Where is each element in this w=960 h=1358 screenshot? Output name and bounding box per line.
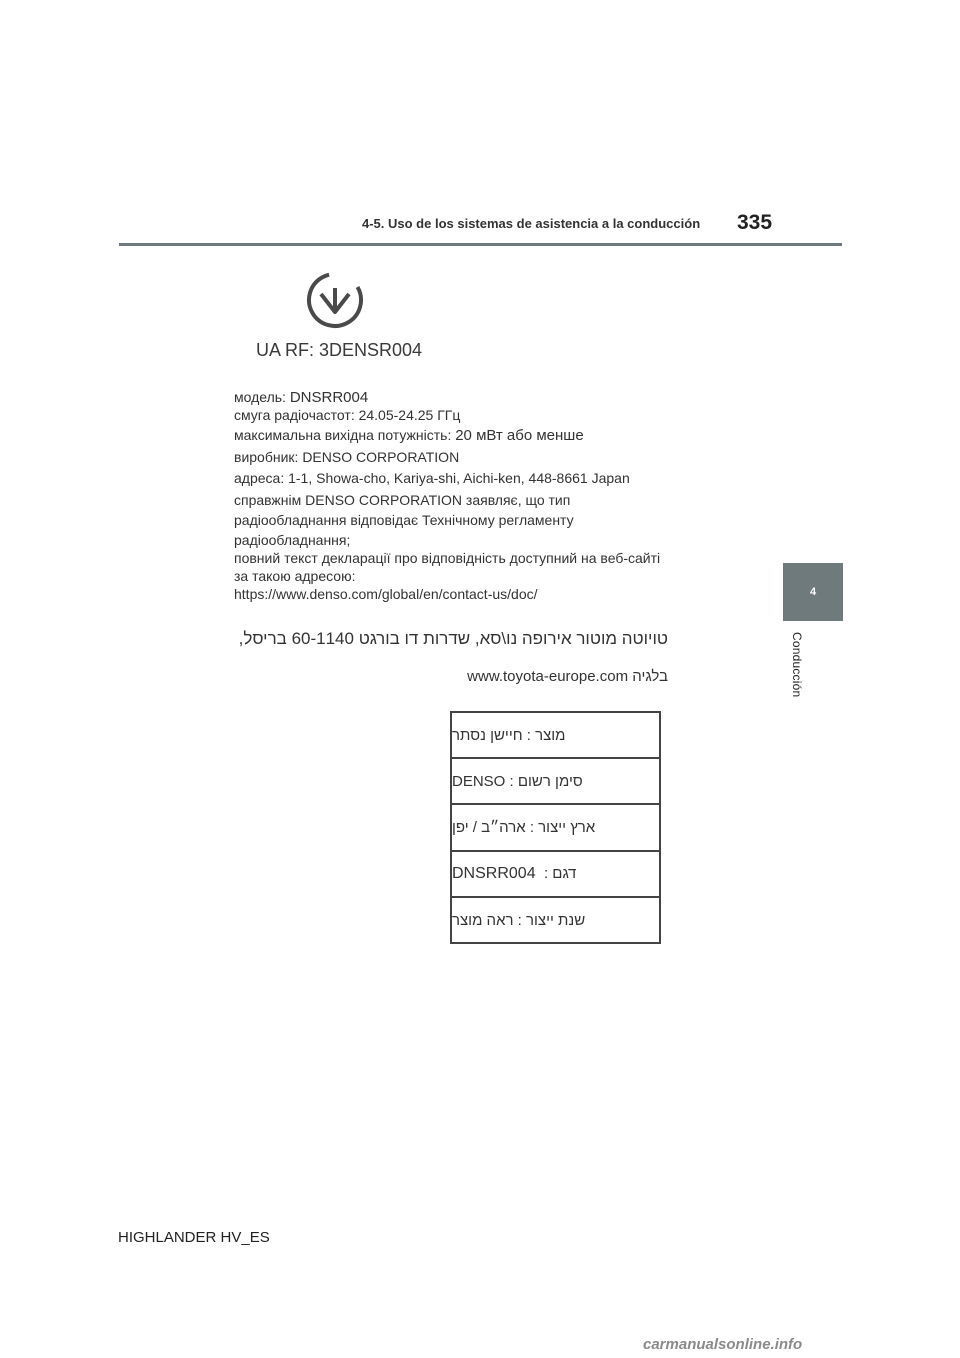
- ua-line-address: адреса: 1-1, Showa-cho, Kariya-shi, Aichi-ken, 448-8661 Japan: [234, 470, 630, 486]
- chapter-tab[interactable]: [783, 563, 843, 621]
- table-row: מוצר : חיישן נסתר: [452, 713, 659, 759]
- ua-conformity-mark-icon: [305, 270, 365, 330]
- ua-line-declaration-3: радіообладнання;: [234, 532, 351, 548]
- table-row: דגם : DNSRR004: [452, 852, 659, 898]
- table-row: שנת ייצור : ראה מוצר: [452, 912, 586, 930]
- ua-line-declaration-2: радіообладнання відповідає Технічному регламенту: [234, 512, 574, 528]
- ua-declaration-block: [234, 388, 734, 603]
- hebrew-product-table: [450, 711, 661, 944]
- ua-line-manufacturer: виробник: DENSO CORPORATION: [234, 449, 460, 465]
- hebrew-importer-website: [0, 668, 668, 685]
- ua-line-declaration-4: повний текст декларації про відповідність доступний на веб-сайті: [234, 550, 661, 566]
- footer-model-name: HIGHLANDER HV_ES: [118, 1229, 270, 1246]
- ua-line-declaration-1: справжнім DENSO CORPORATION заявляє, що тип: [234, 492, 571, 508]
- ua-line-frequency: смуга радіочастот: 24.05-24.25 ГГц: [234, 407, 461, 423]
- toyota-europe-url[interactable]: www.toyota-europe.com: [467, 668, 629, 685]
- watermark: carmanualsonline.info: [643, 1336, 803, 1353]
- chapter-number: 4: [809, 586, 817, 598]
- chapter-label: Conducción: [790, 632, 804, 698]
- ua-line-doc-url[interactable]: https://www.denso.com/global/en/contact-us/doc/: [234, 586, 538, 602]
- hebrew-importer-address: טויוטה מוטור אירופה נו\סא, שדרות דו בורגט 60-1140 בריסל,: [238, 629, 668, 648]
- header-divider: [119, 243, 842, 246]
- section-title: 4-5. Uso de los sistemas de asistencia a la conducción: [362, 216, 701, 231]
- ua-line-power: максимальна вихідна потужність: 20 мВт або менше: [234, 427, 584, 444]
- table-row: סימן רשום : DENSO: [452, 759, 659, 805]
- table-row: ארץ ייצור : ארה״ב / יפן: [452, 805, 659, 851]
- ua-line-model: модель: DNSRR004: [234, 389, 369, 406]
- hebrew-country: בלגיה: [632, 668, 668, 685]
- ua-line-declaration-5: за такою адресою:: [234, 568, 356, 584]
- ua-rf-code: UA RF: 3DENSR004: [256, 340, 423, 360]
- page-number: 335: [737, 211, 773, 234]
